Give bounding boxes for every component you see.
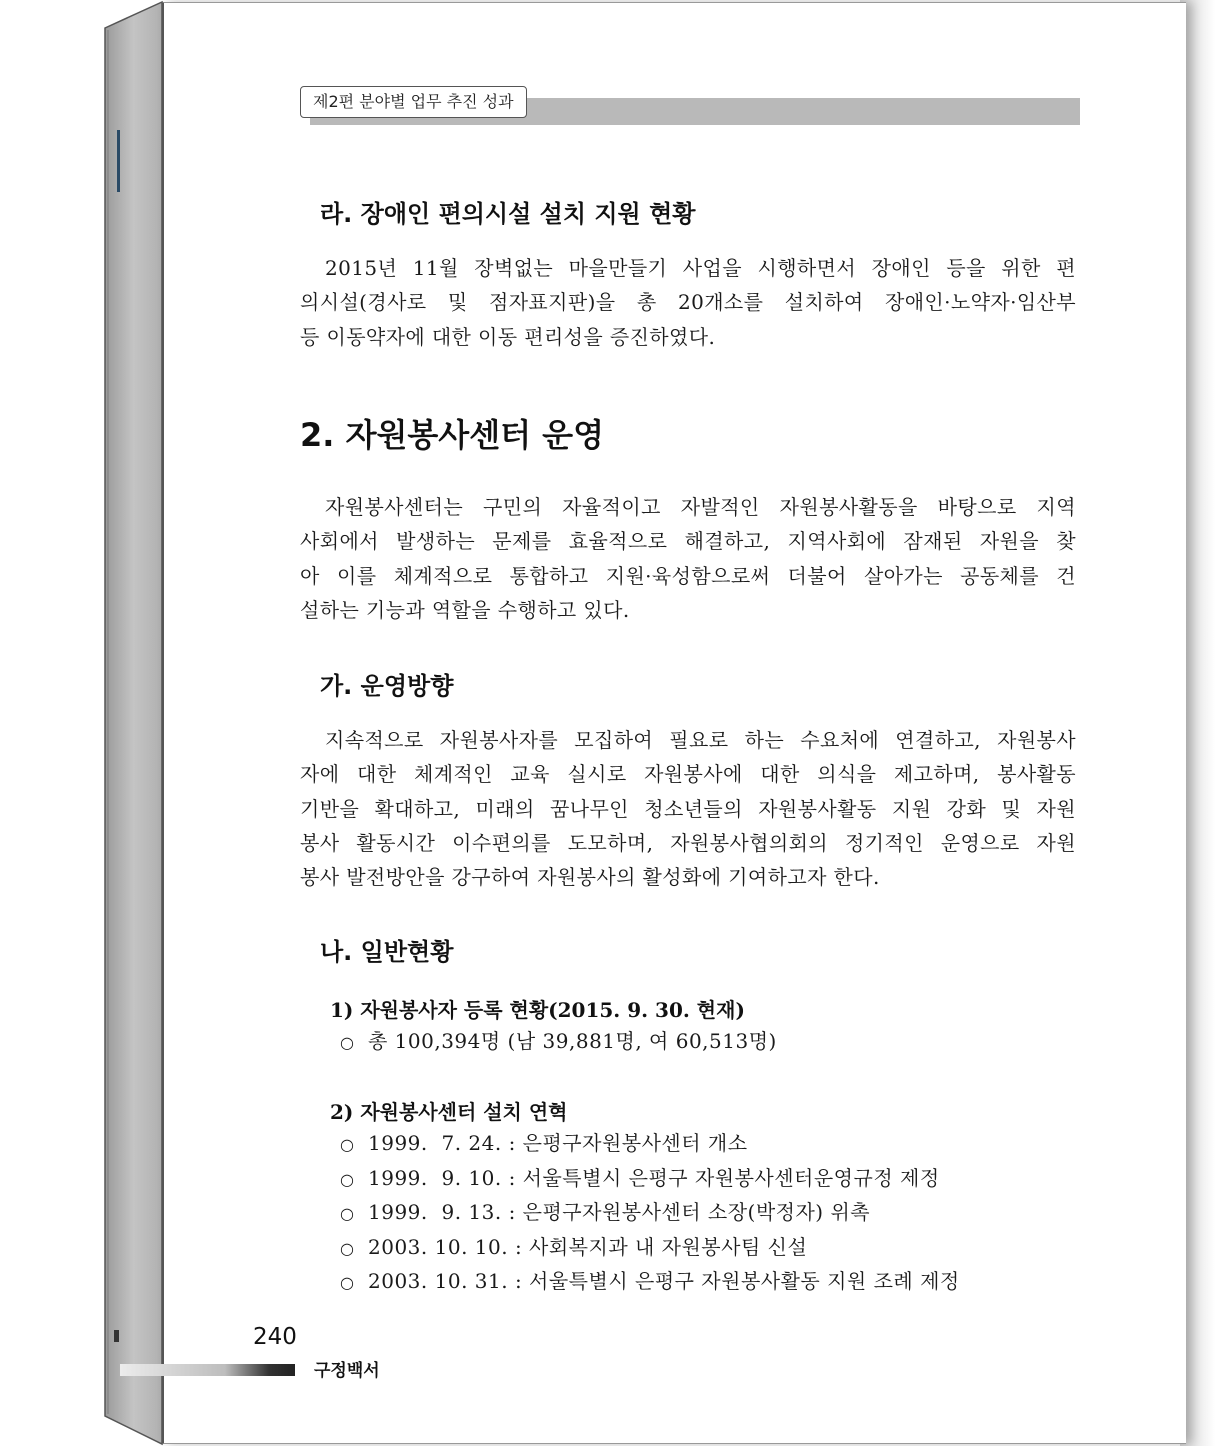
page-number: 240	[253, 1324, 297, 1350]
paragraph-line: 봉사 발전방안을 강구하여 자원봉사의 활성화에 기여하고자 한다.	[300, 865, 880, 890]
book-spine	[0, 0, 165, 1446]
footer-bar	[120, 1364, 295, 1376]
bullet-circle-icon: ○	[340, 1135, 355, 1154]
heading-section-2: 2. 자원봉사센터 운영	[300, 416, 604, 454]
paragraph-ra	[300, 251, 1076, 354]
volunteer-registration-list	[340, 1024, 777, 1059]
paragraph-line: 사회에서 발생하는 문제를 효율적으로 해결하고, 지역사회에 잠재된 자원을 찾	[300, 529, 1076, 554]
paragraph-line: 지속적으로 자원봉사자를 모집하여 필요로 하는 수요처에 연결하고, 자원봉사	[325, 728, 1076, 752]
paragraph-ga	[300, 723, 1076, 894]
paragraph-line: 봉사 활동시간 이수편의를 도모하며, 자원봉사협의회의 정기적인 운영으로 자원	[300, 830, 1076, 855]
footer-label: 구정백서	[314, 1361, 380, 1381]
bullet-circle-icon: ○	[340, 1273, 355, 1292]
section-header-tab: 제2편 분야별 업무 추진 성과	[300, 86, 527, 118]
list-item: ○ 2003. 10. 10. : 사회복지과 내 자원봉사팀 신설	[340, 1230, 960, 1265]
paragraph-section-2	[300, 490, 1076, 627]
bullet-circle-icon: ○	[340, 1238, 355, 1258]
list-item: ○ 1999. 9. 13. : 은평구자원봉사센터 소장(박정자) 위촉	[340, 1195, 960, 1230]
center-history-list	[340, 1126, 960, 1299]
list-item: ○ 2003. 10. 31. : 서울특별시 은평구 자원봉사활동 지원 조례 제정	[340, 1264, 960, 1299]
paragraph-line: 설하는 기능과 역할을 수행하고 있다.	[300, 597, 630, 622]
list-item: ○ 1999. 7. 24. : 은평구자원봉사센터 개소	[340, 1126, 960, 1161]
paragraph-line: 기반을 확대하고, 미래의 꿈나무인 청소년들의 자원봉사활동 지원 강화 및 자원	[300, 796, 1076, 821]
paragraph-line: 등 이동약자에 대한 이동 편리성을 증진하였다.	[300, 324, 716, 349]
bullet-circle-icon: ○	[340, 1033, 355, 1052]
heading-ga: 가. 운영방향	[320, 672, 454, 700]
paragraph-line: 자에 대한 체계적인 교육 실시로 자원봉사에 대한 의식을 제고하며, 봉사활동	[300, 762, 1076, 787]
heading-na: 나. 일반현황	[320, 938, 454, 966]
bullet-circle-icon: ○	[340, 1169, 355, 1189]
list-item: ○ 총 100,394명 (남 39,881명, 여 60,513명)	[340, 1024, 777, 1059]
paragraph-line: 자원봉사센터는 구민의 자율적이고 자발적인 자원봉사활동을 바탕으로 지역	[325, 495, 1076, 519]
list-item: ○ 1999. 9. 10. : 서울특별시 은평구 자원봉사센터운영규정 제정	[340, 1161, 960, 1196]
paragraph-line: 의시설(경사로 및 점자표지판)을 총 20개소를 설치하여 장애인·노약자·임산부	[300, 290, 1076, 315]
subheading-volunteer-registration: 1) 자원봉사자 등록 현황(2015. 9. 30. 현재)	[330, 998, 745, 1022]
bullet-circle-icon: ○	[340, 1204, 355, 1223]
heading-ra: 라. 장애인 편의시설 설치 지원 현황	[320, 200, 696, 228]
paragraph-line: 아 이를 체계적으로 통합하고 지원·육성함으로써 더불어 살아가는 공동체를 건	[300, 563, 1076, 588]
paragraph-line: 2015년 11월 장벽없는 마을만들기 사업을 시행하면서 장애인 등을 위한 편	[325, 256, 1076, 280]
subheading-center-history: 2) 자원봉사센터 설치 연혁	[330, 1100, 568, 1124]
